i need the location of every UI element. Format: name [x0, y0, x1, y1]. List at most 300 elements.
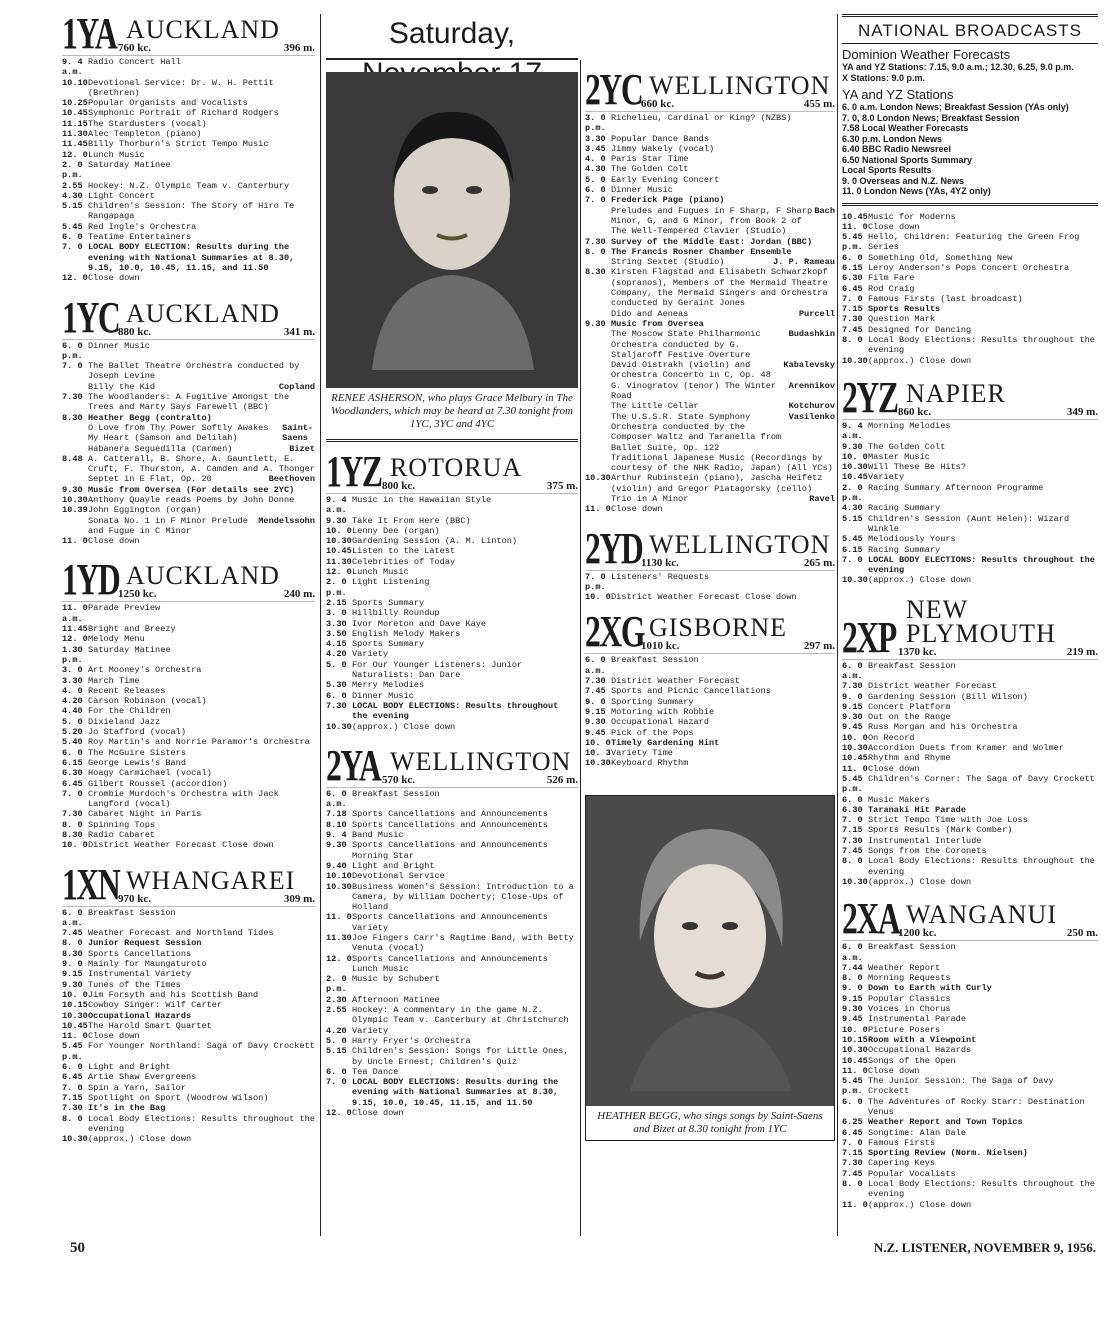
program-title: Hello, Children: Featuring the Green Frog Series — [868, 232, 1080, 253]
program-text: Septet in E Flat, Op. 20 — [88, 474, 212, 485]
wavelength: 341 m. — [283, 325, 315, 338]
composer: Copland — [278, 381, 315, 392]
portrait-icon — [610, 811, 810, 1091]
program-time: 10.45 — [326, 546, 352, 557]
program-entry — [62, 1114, 315, 1135]
program-entry — [842, 1004, 1098, 1014]
program-title: Variety — [352, 1025, 389, 1036]
program-time: 11.30 — [326, 932, 352, 943]
program-entry — [585, 154, 835, 164]
photo-caption: RENEE ASHERSON, who plays Grace Melbury in The Woodlanders, which may be heard at 7.30 tonight from 1YC, 3YC and 4YC — [331, 392, 573, 430]
program-entry — [585, 758, 835, 768]
wavelength: 349 m. — [1066, 405, 1098, 418]
program-time: 6. 0 — [842, 252, 863, 263]
program-entry — [62, 748, 315, 758]
program-entry — [62, 696, 315, 706]
program-time: 9. 4 — [326, 830, 347, 841]
program-time: 3.50 — [326, 628, 347, 639]
program-time: 4.30 — [62, 190, 83, 201]
program-time: 10.30 — [842, 876, 868, 887]
program-entry — [326, 809, 578, 819]
program-entry — [62, 495, 315, 505]
station-frequency — [639, 98, 835, 110]
program-title: Out on the Range — [868, 712, 951, 723]
program-time: 9.45 — [842, 1014, 863, 1025]
program-entry — [842, 846, 1098, 856]
program-entry — [842, 253, 1098, 263]
station-city: NEW PLYMOUTH — [906, 594, 1056, 648]
composer: Budashkin — [788, 329, 835, 340]
program-entry — [62, 686, 315, 696]
program-time: 7. 0 p.m. — [585, 571, 606, 592]
program-title: Film Fare — [868, 273, 915, 284]
program-title: Leroy Anderson's Pops Concert Orchestra — [868, 262, 1070, 273]
program-entry — [585, 473, 835, 494]
program-title: For Our Younger Listeners: Junior Naturalists: Dan Dare — [352, 659, 523, 681]
program-time: 10.45 — [842, 472, 868, 483]
station-header — [585, 65, 835, 114]
program-title: Celebrities of Today — [352, 556, 456, 567]
portrait-icon — [352, 90, 552, 370]
program-entry — [62, 727, 315, 737]
program-title: The McGuire Sisters — [88, 747, 186, 758]
program-entry — [62, 1062, 315, 1072]
frequency: 880 kc. — [118, 325, 151, 338]
program-title: Question Mark — [868, 314, 936, 325]
program-title: Songs from the Coronets — [868, 846, 987, 857]
program-title: Spinning Tops — [88, 819, 156, 830]
program-title: Occupational Hazards — [88, 1010, 192, 1021]
program-time: 6. 0 a.m. — [326, 788, 347, 810]
program-title: LOCAL BODY ELECTIONS: Results during the evening with National Summaries at 8.30, 9.15, 10.0, 10.45, 11.15, and 11.50 — [352, 1077, 559, 1108]
program-time: 6.30 — [842, 273, 863, 284]
program-detail — [585, 206, 835, 237]
program-time: 6.15 — [842, 544, 863, 555]
program-title: District Weather Forecast Close down — [611, 592, 797, 603]
program-entry — [326, 701, 578, 722]
station-heading — [116, 15, 315, 54]
program-title: Kirsten Flagstad and Elisabeth Schwarzkopf (sopranos), Members of the Mermaid Theatre Company, the Mermaid Singers and Orchestra conducted by Geraint Jones — [611, 267, 828, 309]
program-time: 10.45 — [62, 108, 88, 119]
program-detail — [585, 453, 835, 474]
program-time: 8.10 — [326, 819, 347, 830]
program-entry — [326, 567, 578, 577]
program-entry — [62, 737, 315, 747]
program-time: 10.30 — [842, 462, 868, 473]
program-time: 7.30 — [842, 835, 863, 846]
program-title: (approx.) Close down — [352, 721, 456, 732]
program-title: Jim Forsyth and his Scottish Band — [88, 989, 259, 1000]
frequency: 760 kc. — [118, 42, 151, 54]
program-time: 10.45 — [62, 1020, 88, 1031]
station-callsign: 1YA — [62, 9, 117, 58]
program-time: 10.10 — [326, 871, 352, 882]
program-entry — [585, 686, 835, 696]
program-time: 4.30 — [842, 503, 863, 514]
frequency: 800 kc. — [382, 480, 415, 492]
program-time: 6. 0 a.m. — [842, 942, 863, 963]
station-header — [62, 859, 315, 909]
station-header — [842, 372, 1098, 422]
program-title: Light Concert — [88, 190, 156, 201]
program-title: Breakfast Session — [868, 942, 956, 953]
program-entry — [842, 555, 1098, 576]
station-2xp — [842, 594, 1098, 888]
program-time: 10. 0 — [585, 592, 611, 603]
program-entry — [326, 577, 578, 598]
program-entry — [62, 242, 315, 273]
program-entry — [326, 495, 578, 516]
program-time: 6.15 — [62, 757, 83, 768]
program-time: 2. 0 p.m. — [842, 482, 863, 504]
program-title: Saturday Matinee — [88, 159, 171, 170]
program-time: 5.15 — [62, 201, 83, 212]
program-title: Local Body Elections: Results throughout the evening — [868, 335, 1095, 356]
station-callsign: 1XN — [62, 859, 120, 909]
program-time: 6.15 — [842, 262, 863, 273]
program-title: Breakfast Session — [352, 788, 440, 799]
program-title: Take It From Here (BBC) — [352, 515, 471, 526]
program-time: 8. 0 — [842, 1179, 863, 1190]
station-callsign: 2XG — [585, 607, 645, 657]
program-text: Traditional Japanese Music (Recordings by courtesy of the NHK Radio, Japan) (All YCs) — [611, 452, 833, 474]
program-entry — [62, 624, 315, 634]
program-detail — [585, 494, 835, 504]
program-time: 2.15 — [326, 597, 347, 608]
station-frequency — [116, 588, 315, 600]
schedule-line: Local Sports Results — [842, 165, 932, 175]
program-title: Capering Keys — [868, 1158, 936, 1169]
program-time: 10. 0 — [326, 525, 352, 536]
program-entry — [62, 645, 315, 666]
program-time: 7. 0 — [62, 361, 83, 372]
program-title: Spin a Yarn, Sailor — [88, 1082, 186, 1093]
program-entry — [62, 341, 315, 362]
program-title: John Eggington (organ) — [88, 505, 202, 516]
program-title: Breakfast Session — [611, 655, 699, 666]
program-time: 5.15 — [326, 1046, 347, 1057]
program-entry — [326, 871, 578, 881]
program-title: Rod Craig — [868, 283, 915, 294]
program-title: The Francis Rosner Chamber Ensemble — [611, 246, 792, 257]
program-entry — [62, 361, 315, 382]
station-callsign: 1YZ — [326, 447, 382, 496]
composer: Saint-Saens — [282, 422, 314, 444]
program-entry — [326, 933, 578, 954]
program-time: 7. 0 — [62, 788, 83, 799]
program-time: 9.30 — [62, 979, 83, 990]
program-time: 9. 4 a.m. — [62, 57, 83, 78]
program-title: District Weather Forecast — [868, 681, 997, 692]
program-entry — [842, 304, 1098, 314]
program-title: Strict Tempo Time with Joe Loss — [868, 815, 1028, 826]
station-1xn — [62, 859, 315, 1145]
program-entry — [62, 779, 315, 789]
program-title: Variety — [352, 649, 389, 660]
program-text: Dido and Aeneas — [611, 308, 689, 319]
station-header — [62, 292, 315, 342]
program-time: 8. 0 — [62, 819, 83, 830]
photo-heather-begg — [585, 795, 835, 1141]
program-entry — [585, 247, 835, 257]
station-heading — [639, 71, 835, 110]
program-entry — [842, 212, 1098, 222]
program-text: Preludes and Fugues in F Sharp, F Sharp Minor, G, and G Minor, from Book 2 of The Well-Tempered Clavier (Studio) — [611, 205, 813, 237]
program-entry — [62, 181, 315, 191]
program-text: Trio in A Minor — [611, 493, 689, 504]
composer: Arennikov — [788, 380, 835, 391]
program-time: 9. 0 — [842, 691, 863, 702]
program-entry — [842, 1117, 1098, 1127]
station-frequency — [896, 406, 1098, 418]
composer: Ravel — [809, 493, 835, 504]
program-entry — [842, 1045, 1098, 1055]
program-entry — [62, 809, 315, 819]
program-time: 7.45 — [585, 686, 606, 697]
program-time: 10.30 — [62, 494, 88, 505]
program-time: 9.30 — [842, 1004, 863, 1015]
page-title: Saturday, — [388, 17, 516, 50]
program-entry — [842, 942, 1098, 963]
program-text: G. Vinogratov (tenor) The Winter Road — [611, 380, 777, 402]
program-entry — [62, 485, 315, 495]
program-time: 5.45 — [62, 221, 83, 232]
program-title: Gardening Session (A. M. Linton) — [352, 536, 518, 547]
program-time: 9.15 — [585, 706, 606, 717]
station-callsign: 2XP — [842, 612, 896, 662]
program-entry — [842, 805, 1098, 815]
program-time: 10.30 — [842, 1045, 868, 1056]
program-time: 12. 0 — [326, 1108, 352, 1119]
program-time: 3. 0 — [62, 665, 83, 676]
program-entry — [585, 728, 835, 738]
frequency: 1370 kc. — [898, 645, 937, 658]
program-title: Listeners' Requests — [611, 571, 709, 582]
program-title: Carson Robinson (vocal) — [88, 696, 207, 707]
program-title: Recent Releases — [88, 685, 166, 696]
program-entry — [62, 1011, 315, 1021]
station-frequency — [380, 480, 578, 492]
program-title: Lunch Music — [88, 149, 145, 160]
program-entry — [62, 119, 315, 129]
frequency: 1200 kc. — [898, 927, 937, 940]
program-time: 9.30 — [585, 717, 606, 728]
program-entry — [62, 129, 315, 139]
program-time: 7.45 — [842, 1168, 863, 1179]
program-time: 10.30 — [326, 881, 352, 892]
program-title: Ivor Moreton and Dave Kaye — [352, 618, 487, 629]
program-entry — [842, 472, 1098, 482]
photo-renee-asherson — [326, 72, 578, 435]
program-entry — [585, 676, 835, 686]
program-time: 5.30 — [326, 680, 347, 691]
program-title: Heather Begg (contralto) — [88, 412, 212, 423]
program-entry — [326, 608, 578, 618]
program-detail — [62, 444, 315, 454]
program-entry — [62, 634, 315, 644]
program-title: Music for Moderns — [868, 211, 956, 222]
program-time: 9. 4 a.m. — [842, 420, 863, 442]
program-title: Music by Schubert — [352, 974, 440, 985]
program-entry — [62, 665, 315, 675]
program-entry — [62, 222, 315, 232]
schedule-line: 11. 0 London News (YAs, 4YZ only) — [842, 186, 991, 196]
program-title: Cowboy Singer: Wilf Carter — [88, 1000, 223, 1011]
program-time: 9.15 — [842, 701, 863, 712]
program-text: Sonata No. 1 in F Minor Prelude and Fugue in C Minor — [88, 515, 248, 536]
program-title: Pick of the Pops — [611, 727, 694, 738]
weather-line: YA and YZ Stations: 7.15, 9.0 a.m.; 12.30, 6.25, 9.0 p.m. — [842, 62, 1074, 72]
wavelength: 309 m. — [283, 892, 315, 905]
program-entry — [842, 1097, 1098, 1118]
program-entry — [326, 861, 578, 871]
program-title: Cabaret Night in Paris — [88, 809, 202, 820]
frequency: 1010 kc. — [641, 640, 680, 653]
program-time: 5. 0 — [62, 716, 83, 727]
program-entry — [585, 717, 835, 727]
program-time: 12. 0 — [326, 567, 352, 578]
program-entry — [842, 825, 1098, 835]
program-title: Songs of the Open — [868, 1055, 956, 1066]
program-entry — [842, 1025, 1098, 1035]
program-time: 6. 0 — [326, 1066, 347, 1077]
program-title: Occupational Hazard — [611, 717, 709, 728]
program-title: Spotlight on Sport (Woodrow Wilson) — [88, 1092, 269, 1103]
program-entry — [842, 753, 1098, 763]
program-entry — [62, 108, 315, 118]
program-entry — [842, 1128, 1098, 1138]
program-entry — [842, 1200, 1098, 1210]
program-title: Music in the Hawaiian Style — [352, 495, 492, 505]
program-title: Weather Forecast and Northland Tides — [88, 928, 274, 939]
program-detail — [62, 516, 315, 537]
program-entry — [842, 1138, 1098, 1148]
station-city: AUCKLAND — [126, 298, 280, 328]
program-entry — [842, 1014, 1098, 1024]
station-header — [585, 523, 835, 573]
program-entry — [326, 557, 578, 567]
program-title: Sporting Review (Norm. Nielsen) — [868, 1148, 1028, 1159]
station-header — [326, 447, 578, 496]
program-entry — [326, 954, 578, 975]
program-time: 9. 0 — [62, 959, 83, 970]
frequency: 1250 kc. — [118, 588, 157, 601]
program-entry — [62, 232, 315, 242]
program-entry — [62, 1072, 315, 1082]
program-entry — [585, 113, 835, 134]
program-title: Devotional Service: Dr. W. H. Pettit (Brethren) — [88, 77, 274, 98]
program-entry — [62, 938, 315, 948]
schedule-line: 7. 0, 8.0 London News; Breakfast Session — [842, 112, 1020, 123]
program-title: Mainly for Maungaturoto — [88, 959, 207, 970]
composer: J. P. Rameau — [773, 257, 835, 268]
column-rule — [580, 60, 581, 1236]
program-detail — [62, 474, 315, 484]
program-entry — [62, 78, 315, 99]
program-time: 5.45 p.m. — [842, 232, 863, 253]
program-time: 11.45 — [62, 624, 88, 635]
program-entry — [842, 1179, 1098, 1200]
program-entry — [842, 314, 1098, 324]
program-title: Junior Request Session — [88, 938, 202, 949]
program-title: Close down — [868, 221, 920, 232]
program-title: Sports Cancellations — [88, 948, 192, 959]
composer: Kotchurov — [788, 401, 835, 412]
program-time: 9.30 — [842, 441, 863, 452]
program-title: Richelieu, Cardinal or King? (NZBS) — [611, 113, 792, 123]
program-title: Sports and Picnic Cancellations — [611, 686, 771, 697]
program-title: Concert Platform — [868, 701, 951, 712]
program-entry — [585, 707, 835, 717]
program-entry — [842, 702, 1098, 712]
frequency: 570 kc. — [382, 773, 415, 786]
program-entry — [842, 442, 1098, 452]
station-callsign: 2YD — [585, 523, 643, 573]
program-title: Music Makers — [868, 794, 930, 805]
program-title: LOCAL BODY ELECTION: Results during the evening with National Summaries at 8.30, 9.15, 10.0, 10.45, 11.15, and 11.50 — [88, 242, 295, 273]
wavelength: 455 m. — [803, 98, 835, 110]
program-time: 9.30 — [585, 318, 606, 329]
program-time: 11. 0 a.m. — [62, 603, 88, 624]
program-entry — [326, 882, 578, 913]
weather-heading: Dominion Weather Forecasts — [842, 47, 1011, 62]
program-entry — [326, 536, 578, 546]
program-title: Designed for Dancing — [868, 324, 972, 335]
station-1yz — [326, 447, 578, 732]
program-time: 6.30 — [62, 768, 83, 779]
program-entry — [585, 175, 835, 185]
column-rule — [320, 14, 321, 1236]
program-time: 9.15 — [842, 993, 863, 1004]
station-city: WHANGAREI — [126, 865, 296, 895]
program-entry — [62, 758, 315, 768]
wavelength: 297 m. — [803, 640, 835, 653]
program-time: 6.30 — [842, 804, 863, 815]
program-entry — [585, 134, 835, 144]
station-callsign: 2XA — [842, 894, 900, 944]
program-title: District Weather Forecast Close down — [88, 840, 274, 851]
program-time: 7.18 — [326, 809, 347, 820]
program-entry — [326, 1005, 578, 1026]
program-time: 10.15 — [62, 1000, 88, 1011]
program-entry — [62, 1083, 315, 1093]
program-time: 6. 0 a.m. — [585, 655, 606, 676]
program-entry — [585, 572, 835, 593]
program-time: 11. 0 — [585, 504, 611, 515]
column-4 — [842, 14, 1098, 1216]
composer: Purcell — [798, 308, 835, 319]
program-detail — [585, 309, 835, 319]
program-time: 6.25 — [842, 1117, 863, 1128]
program-title: Instrumental Parade — [868, 1014, 966, 1025]
program-title: Listen to the Latest — [352, 546, 456, 557]
program-time: 5. 0 — [326, 659, 347, 670]
program-entry — [62, 980, 315, 990]
program-time: 10.30 — [842, 743, 868, 754]
program-title: George Lewis's Band — [88, 757, 186, 768]
program-title: Lenny Dee (organ) — [352, 525, 440, 536]
schedule-line: 9. 0 Overseas and N.Z. News — [842, 175, 965, 186]
program-entry — [326, 1036, 578, 1046]
program-title: Room with a Viewpoint — [868, 1034, 977, 1045]
program-time: 8. 0 — [842, 335, 863, 346]
program-entry — [62, 1021, 315, 1031]
program-title: Taranaki Hit Parade — [868, 804, 966, 815]
program-title: (approx.) Close down — [868, 1199, 972, 1210]
station-city: WELLINGTON — [649, 71, 831, 100]
program-entry — [326, 722, 578, 732]
station-callsign: 1YC — [62, 292, 120, 342]
